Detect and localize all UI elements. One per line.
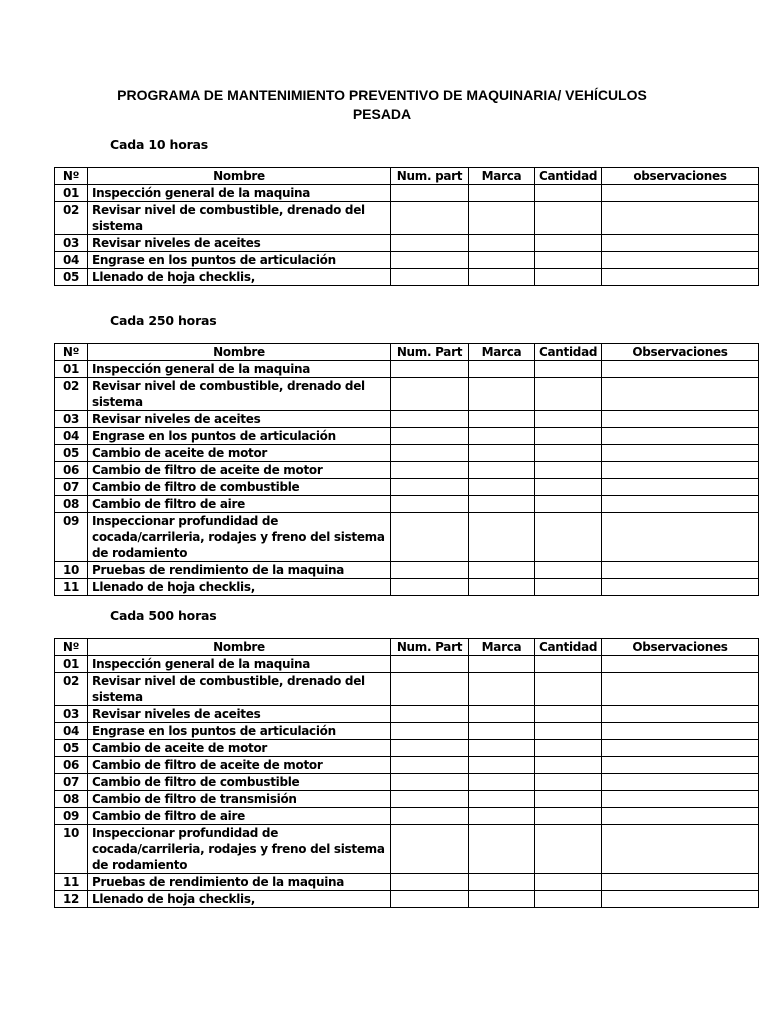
task-name: Cambio de filtro de aire (88, 496, 391, 513)
notes-cell[interactable] (602, 706, 759, 723)
table-row (55, 513, 759, 562)
row-number: 11 (55, 579, 88, 596)
document-title (0, 86, 768, 124)
quantity-cell[interactable] (535, 462, 602, 479)
row-number: 05 (55, 445, 88, 462)
brand-cell[interactable] (469, 496, 535, 513)
notes-cell[interactable] (602, 579, 759, 596)
notes-cell[interactable] (602, 723, 759, 740)
table-row (55, 579, 759, 596)
part-number-cell[interactable] (391, 428, 469, 445)
brand-cell[interactable] (469, 428, 535, 445)
col-qty-header: Cantidad (535, 344, 602, 361)
brand-cell[interactable] (469, 562, 535, 579)
notes-cell[interactable] (602, 361, 759, 378)
quantity-cell[interactable] (535, 723, 602, 740)
task-name: Cambio de aceite de motor (88, 445, 391, 462)
brand-cell[interactable] (469, 361, 535, 378)
task-name: Engrase en los puntos de articulación (88, 723, 391, 740)
table-row (55, 791, 759, 808)
task-name: Llenado de hoja checklis, (88, 579, 391, 596)
task-name: Pruebas de rendimiento de la maquina (88, 874, 391, 891)
brand-cell[interactable] (469, 252, 535, 269)
part-number-cell[interactable] (391, 774, 469, 791)
brand-cell[interactable] (469, 656, 535, 673)
table-row (55, 808, 759, 825)
row-number: 09 (55, 808, 88, 825)
quantity-cell[interactable] (535, 513, 602, 562)
table-row (55, 656, 759, 673)
table-row (55, 445, 759, 462)
notes-cell[interactable] (602, 378, 759, 411)
notes-cell[interactable] (602, 891, 759, 908)
col-num-header: Nº (55, 639, 88, 656)
task-name: Engrase en los puntos de articulación (88, 252, 391, 269)
notes-cell[interactable] (602, 656, 759, 673)
brand-cell[interactable] (469, 774, 535, 791)
col-brand-header: Marca (469, 168, 535, 185)
part-number-cell[interactable] (391, 808, 469, 825)
quantity-cell[interactable] (535, 656, 602, 673)
notes-cell[interactable] (602, 757, 759, 774)
row-number: 01 (55, 361, 88, 378)
table-row (55, 891, 759, 908)
row-number: 03 (55, 235, 88, 252)
notes-cell[interactable] (602, 462, 759, 479)
brand-cell[interactable] (469, 791, 535, 808)
row-number: 08 (55, 791, 88, 808)
part-number-cell[interactable] (391, 269, 469, 286)
row-number: 02 (55, 202, 88, 235)
row-number: 04 (55, 723, 88, 740)
col-name-header: Nombre (88, 168, 391, 185)
brand-cell[interactable] (469, 462, 535, 479)
table-row (55, 673, 759, 706)
quantity-cell[interactable] (535, 891, 602, 908)
notes-cell[interactable] (602, 874, 759, 891)
part-number-cell[interactable] (391, 874, 469, 891)
task-name: Cambio de filtro de transmisión (88, 791, 391, 808)
part-number-cell[interactable] (391, 740, 469, 757)
brand-cell[interactable] (469, 185, 535, 202)
part-number-cell[interactable] (391, 579, 469, 596)
task-name: Inspeccionar profundidad de cocada/carrileria, rodajes y freno del sistema de rodamiento (88, 513, 391, 562)
col-name-header: Nombre (88, 344, 391, 361)
section-label-250h: Cada 250 horas (110, 313, 217, 328)
notes-cell[interactable] (602, 428, 759, 445)
quantity-cell[interactable] (535, 673, 602, 706)
col-brand-header: Marca (469, 344, 535, 361)
task-name: Inspección general de la maquina (88, 656, 391, 673)
notes-cell[interactable] (602, 411, 759, 428)
task-name: Cambio de filtro de aceite de motor (88, 462, 391, 479)
task-name: Revisar niveles de aceites (88, 706, 391, 723)
quantity-cell[interactable] (535, 791, 602, 808)
brand-cell[interactable] (469, 378, 535, 411)
task-name: Llenado de hoja checklis, (88, 269, 391, 286)
quantity-cell[interactable] (535, 445, 602, 462)
part-number-cell[interactable] (391, 757, 469, 774)
part-number-cell[interactable] (391, 462, 469, 479)
notes-cell[interactable] (602, 235, 759, 252)
brand-cell[interactable] (469, 808, 535, 825)
task-name: Cambio de filtro de aceite de motor (88, 757, 391, 774)
brand-cell[interactable] (469, 825, 535, 874)
table-row (55, 825, 759, 874)
col-notes-header: observaciones (602, 168, 759, 185)
table-row (55, 757, 759, 774)
part-number-cell[interactable] (391, 673, 469, 706)
quantity-cell[interactable] (535, 202, 602, 235)
task-name: Engrase en los puntos de articulación (88, 428, 391, 445)
col-notes-header: Observaciones (602, 344, 759, 361)
notes-cell[interactable] (602, 269, 759, 286)
row-number: 02 (55, 378, 88, 411)
task-name: Revisar niveles de aceites (88, 411, 391, 428)
table-row (55, 428, 759, 445)
table-row (55, 479, 759, 496)
notes-cell[interactable] (602, 825, 759, 874)
part-number-cell[interactable] (391, 706, 469, 723)
notes-cell[interactable] (602, 562, 759, 579)
brand-cell[interactable] (469, 740, 535, 757)
row-number: 10 (55, 562, 88, 579)
col-part-header: Num. part (391, 168, 469, 185)
task-name: Cambio de filtro de combustible (88, 479, 391, 496)
notes-cell[interactable] (602, 496, 759, 513)
brand-cell[interactable] (469, 579, 535, 596)
task-name: Cambio de filtro de aire (88, 808, 391, 825)
notes-cell[interactable] (602, 791, 759, 808)
row-number: 03 (55, 411, 88, 428)
table-row (55, 235, 759, 252)
maintenance-table-10h (54, 167, 759, 286)
part-number-cell[interactable] (391, 202, 469, 235)
row-number: 07 (55, 479, 88, 496)
row-number: 02 (55, 673, 88, 706)
part-number-cell[interactable] (391, 513, 469, 562)
brand-cell[interactable] (469, 269, 535, 286)
part-number-cell[interactable] (391, 791, 469, 808)
task-name: Revisar niveles de aceites (88, 235, 391, 252)
part-number-cell[interactable] (391, 252, 469, 269)
header-row (55, 344, 759, 361)
col-name-header: Nombre (88, 639, 391, 656)
part-number-cell[interactable] (391, 496, 469, 513)
quantity-cell[interactable] (535, 757, 602, 774)
quantity-cell[interactable] (535, 562, 602, 579)
part-number-cell[interactable] (391, 235, 469, 252)
table-row (55, 706, 759, 723)
brand-cell[interactable] (469, 723, 535, 740)
part-number-cell[interactable] (391, 562, 469, 579)
notes-cell[interactable] (602, 479, 759, 496)
table-row (55, 496, 759, 513)
brand-cell[interactable] (469, 706, 535, 723)
row-number: 09 (55, 513, 88, 562)
part-number-cell[interactable] (391, 411, 469, 428)
quantity-cell[interactable] (535, 378, 602, 411)
part-number-cell[interactable] (391, 479, 469, 496)
part-number-cell[interactable] (391, 378, 469, 411)
row-number: 10 (55, 825, 88, 874)
table-row (55, 202, 759, 235)
task-name: Inspección general de la maquina (88, 185, 391, 202)
notes-cell[interactable] (602, 252, 759, 269)
col-notes-header: Observaciones (602, 639, 759, 656)
table-row (55, 723, 759, 740)
brand-cell[interactable] (469, 235, 535, 252)
brand-cell[interactable] (469, 202, 535, 235)
part-number-cell[interactable] (391, 656, 469, 673)
task-name: Inspeccionar profundidad de cocada/carrileria, rodajes y freno del sistema de rodamiento (88, 825, 391, 874)
brand-cell[interactable] (469, 445, 535, 462)
task-name: Revisar nivel de combustible, drenado del sistema (88, 378, 391, 411)
task-name: Revisar nivel de combustible, drenado del sistema (88, 673, 391, 706)
quantity-cell[interactable] (535, 496, 602, 513)
table-row (55, 740, 759, 757)
row-number: 01 (55, 656, 88, 673)
part-number-cell[interactable] (391, 361, 469, 378)
row-number: 05 (55, 269, 88, 286)
quantity-cell[interactable] (535, 874, 602, 891)
quantity-cell[interactable] (535, 774, 602, 791)
row-number: 03 (55, 706, 88, 723)
table-row (55, 411, 759, 428)
notes-cell[interactable] (602, 185, 759, 202)
quantity-cell[interactable] (535, 411, 602, 428)
table-row (55, 269, 759, 286)
notes-cell[interactable] (602, 740, 759, 757)
header-row (55, 168, 759, 185)
section-label-10h: Cada 10 horas (110, 137, 209, 152)
notes-cell[interactable] (602, 202, 759, 235)
task-name: Cambio de aceite de motor (88, 740, 391, 757)
row-number: 11 (55, 874, 88, 891)
table-row (55, 874, 759, 891)
row-number: 08 (55, 496, 88, 513)
quantity-cell[interactable] (535, 185, 602, 202)
maintenance-table-500h (54, 638, 759, 908)
task-name: Cambio de filtro de combustible (88, 774, 391, 791)
table-row (55, 774, 759, 791)
row-number: 06 (55, 757, 88, 774)
quantity-cell[interactable] (535, 235, 602, 252)
quantity-cell[interactable] (535, 808, 602, 825)
row-number: 06 (55, 462, 88, 479)
row-number: 05 (55, 740, 88, 757)
title-line-1: PROGRAMA DE MANTENIMIENTO PREVENTIVO DE MAQUINARIA/ VEHÍCULOS (117, 87, 647, 103)
quantity-cell[interactable] (535, 579, 602, 596)
row-number: 04 (55, 252, 88, 269)
task-name: Inspección general de la maquina (88, 361, 391, 378)
brand-cell[interactable] (469, 411, 535, 428)
table-row (55, 361, 759, 378)
title-line-2: PESADA (352, 106, 412, 122)
col-qty-header: Cantidad (535, 168, 602, 185)
brand-cell[interactable] (469, 479, 535, 496)
table-row (55, 185, 759, 202)
part-number-cell[interactable] (391, 185, 469, 202)
brand-cell[interactable] (469, 673, 535, 706)
part-number-cell[interactable] (391, 825, 469, 874)
col-qty-header: Cantidad (535, 639, 602, 656)
quantity-cell[interactable] (535, 428, 602, 445)
quantity-cell[interactable] (535, 479, 602, 496)
notes-cell[interactable] (602, 445, 759, 462)
part-number-cell[interactable] (391, 723, 469, 740)
part-number-cell[interactable] (391, 891, 469, 908)
brand-cell[interactable] (469, 874, 535, 891)
quantity-cell[interactable] (535, 706, 602, 723)
part-number-cell[interactable] (391, 445, 469, 462)
notes-cell[interactable] (602, 774, 759, 791)
maintenance-table-250h (54, 343, 759, 596)
quantity-cell[interactable] (535, 825, 602, 874)
row-number: 04 (55, 428, 88, 445)
section-label-500h: Cada 500 horas (110, 608, 217, 623)
row-number: 01 (55, 185, 88, 202)
header-row (55, 639, 759, 656)
quantity-cell[interactable] (535, 252, 602, 269)
row-number: 12 (55, 891, 88, 908)
col-part-header: Num. Part (391, 639, 469, 656)
table-row (55, 378, 759, 411)
col-num-header: Nº (55, 168, 88, 185)
col-brand-header: Marca (469, 639, 535, 656)
task-name: Revisar nivel de combustible, drenado del sistema (88, 202, 391, 235)
notes-cell[interactable] (602, 673, 759, 706)
col-num-header: Nº (55, 344, 88, 361)
notes-cell[interactable] (602, 808, 759, 825)
brand-cell[interactable] (469, 513, 535, 562)
quantity-cell[interactable] (535, 740, 602, 757)
brand-cell[interactable] (469, 757, 535, 774)
table-row (55, 252, 759, 269)
task-name: Pruebas de rendimiento de la maquina (88, 562, 391, 579)
task-name: Llenado de hoja checklis, (88, 891, 391, 908)
table-row (55, 562, 759, 579)
row-number: 07 (55, 774, 88, 791)
notes-cell[interactable] (602, 513, 759, 562)
quantity-cell[interactable] (535, 361, 602, 378)
col-part-header: Num. Part (391, 344, 469, 361)
brand-cell[interactable] (469, 891, 535, 908)
table-row (55, 462, 759, 479)
quantity-cell[interactable] (535, 269, 602, 286)
